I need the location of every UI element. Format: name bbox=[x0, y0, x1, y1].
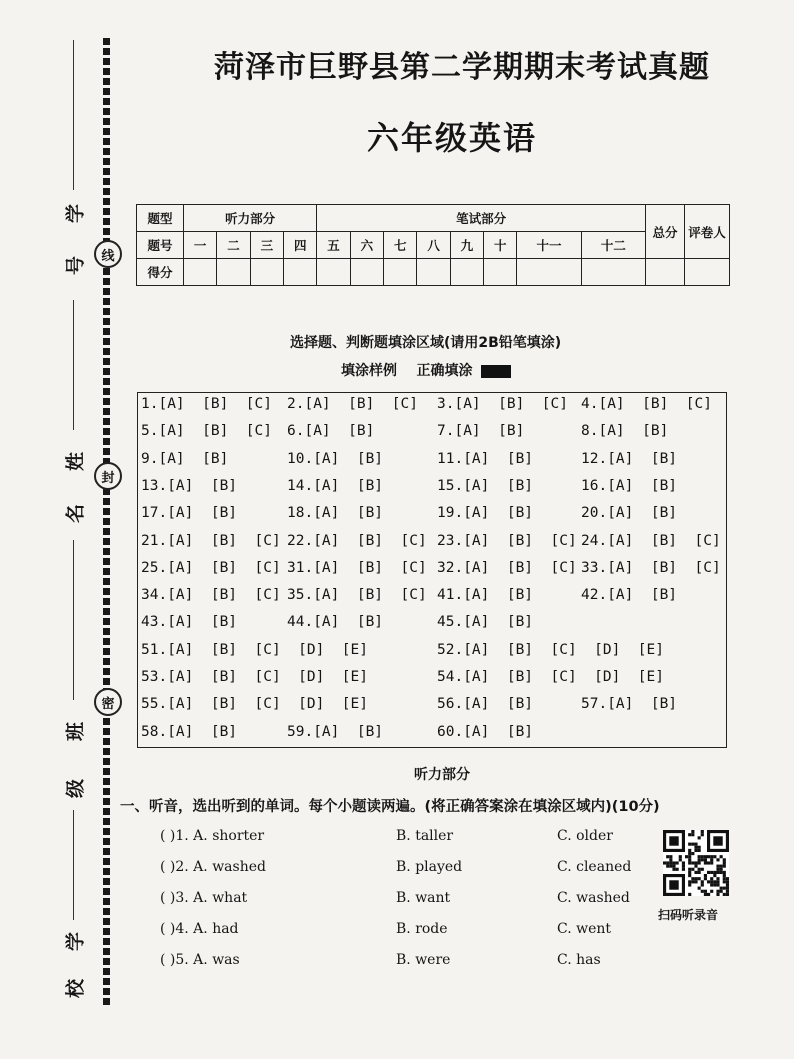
answer-bubble-row[interactable]: 55.[A] [B] [C] [D] [E] bbox=[141, 696, 368, 713]
answer-bubble-row[interactable]: 4.[A] [B] [C] bbox=[581, 396, 712, 412]
cell-number: 三 bbox=[250, 232, 283, 259]
answer-bubble-row[interactable]: 17.[A] [B] bbox=[141, 505, 238, 522]
answer-bubble-row[interactable]: 59.[A] [B] bbox=[287, 723, 384, 740]
answer-bubble-row[interactable]: 3.[A] [B] [C] bbox=[437, 396, 568, 412]
option-b: B. taller bbox=[396, 828, 454, 844]
filled-sample-mark bbox=[481, 365, 511, 378]
answer-bubble-row[interactable]: 12.[A] [B] bbox=[581, 450, 678, 467]
score-cell[interactable] bbox=[350, 259, 383, 286]
field-label-ji: 级 bbox=[64, 779, 87, 799]
question-stem: ( )3. A. what bbox=[160, 890, 248, 906]
score-cell[interactable] bbox=[417, 259, 450, 286]
binding-line bbox=[103, 38, 110, 1006]
section-title: 听力部分 bbox=[414, 767, 470, 783]
answer-bubble-row[interactable]: 18.[A] [B] bbox=[287, 505, 384, 522]
field-label-xing: 姓 bbox=[64, 452, 87, 472]
field-line bbox=[73, 300, 74, 430]
fill-sample bbox=[341, 360, 511, 380]
question-stem: ( )4. A. had bbox=[160, 921, 239, 937]
answer-bubble-row[interactable]: 21.[A] [B] [C] bbox=[141, 532, 281, 549]
answer-bubble-row[interactable]: 52.[A] [B] [C] [D] [E] bbox=[437, 641, 664, 658]
answer-bubble-row[interactable]: 1.[A] [B] [C] bbox=[141, 396, 272, 412]
field-label-hao: 号 bbox=[64, 256, 87, 276]
field-label-ban: 班 bbox=[64, 722, 87, 742]
answer-bubble-row[interactable]: 5.[A] [B] [C] bbox=[141, 423, 272, 440]
cell-number: 九 bbox=[450, 232, 483, 259]
answer-bubble-row[interactable]: 7.[A] [B] bbox=[437, 423, 525, 440]
answer-bubble-row[interactable]: 56.[A] [B] bbox=[437, 696, 534, 713]
option-c: C. went bbox=[557, 921, 612, 937]
binding-mark-mi: 密 bbox=[94, 688, 122, 716]
answer-bubble-row[interactable]: 31.[A] [B] [C] bbox=[287, 559, 427, 576]
question-stem: ( )2. A. washed bbox=[160, 859, 266, 875]
question-stem: ( )1. A. shorter bbox=[160, 828, 265, 844]
answer-bubble-row[interactable]: 43.[A] [B] bbox=[141, 614, 238, 631]
cell-number: 六 bbox=[350, 232, 383, 259]
option-b: B. played bbox=[396, 859, 463, 875]
fill-area-title: 选择题、判断题填涂区域(请用2B铅笔填涂) bbox=[290, 335, 562, 351]
answer-bubble-row[interactable]: 51.[A] [B] [C] [D] [E] bbox=[141, 641, 368, 658]
option-b: B. want bbox=[396, 890, 451, 906]
cell-number: 四 bbox=[284, 232, 317, 259]
cell-number: 一 bbox=[184, 232, 217, 259]
answer-bubble-row[interactable]: 11.[A] [B] bbox=[437, 450, 534, 467]
cell-number: 五 bbox=[317, 232, 350, 259]
score-cell[interactable] bbox=[217, 259, 250, 286]
cell-written: 笔试部分 bbox=[317, 205, 646, 232]
answer-bubble-row[interactable]: 9.[A] [B] bbox=[141, 450, 229, 467]
answer-bubble-row[interactable]: 22.[A] [B] [C] bbox=[287, 532, 427, 549]
score-cell[interactable] bbox=[484, 259, 517, 286]
score-cell-grader[interactable] bbox=[685, 259, 730, 286]
cell-number: 十二 bbox=[581, 232, 645, 259]
field-line bbox=[73, 810, 74, 920]
score-cell[interactable] bbox=[450, 259, 483, 286]
option-b: B. rode bbox=[396, 921, 448, 937]
field-label-xue: 学 bbox=[64, 204, 87, 224]
option-c: C. older bbox=[557, 828, 613, 844]
answer-bubble-row[interactable]: 60.[A] [B] bbox=[437, 723, 534, 740]
answer-bubble-row[interactable]: 20.[A] [B] bbox=[581, 505, 678, 522]
answer-bubble-row[interactable]: 54.[A] [B] [C] [D] [E] bbox=[437, 669, 664, 685]
field-line bbox=[73, 540, 74, 700]
cell-number: 二 bbox=[217, 232, 250, 259]
answer-bubble-row[interactable]: 13.[A] [B] bbox=[141, 477, 238, 494]
answer-bubble-row[interactable]: 42.[A] [B] bbox=[581, 587, 678, 604]
answer-bubble-row[interactable]: 33.[A] [B] [C] bbox=[581, 559, 721, 576]
answer-bubble-row[interactable]: 34.[A] [B] [C] bbox=[141, 587, 281, 604]
field-label-ming: 名 bbox=[64, 504, 87, 524]
cell-total: 总分 bbox=[646, 205, 685, 259]
option-c: C. washed bbox=[557, 890, 630, 906]
cell-number: 八 bbox=[417, 232, 450, 259]
answer-bubble-row[interactable]: 41.[A] [B] bbox=[437, 587, 534, 604]
answer-bubble-row[interactable]: 16.[A] [B] bbox=[581, 477, 678, 494]
score-cell[interactable] bbox=[284, 259, 317, 286]
sample-label: 填涂样例 bbox=[341, 363, 397, 379]
field-label-xiao: 校 bbox=[64, 979, 87, 999]
score-table bbox=[136, 204, 730, 286]
answer-bubble-row[interactable]: 23.[A] [B] [C] bbox=[437, 532, 577, 549]
answer-bubble-row[interactable]: 8.[A] [B] bbox=[581, 423, 669, 440]
page-title: 菏泽市巨野县第二学期期末考试真题 bbox=[214, 50, 710, 85]
qr-code-icon[interactable] bbox=[663, 830, 729, 896]
score-cell[interactable] bbox=[250, 259, 283, 286]
score-cell[interactable] bbox=[184, 259, 217, 286]
answer-bubble-row[interactable]: 19.[A] [B] bbox=[437, 505, 534, 522]
binding-mark-feng: 封 bbox=[94, 462, 122, 490]
listening-instruction: 一、听音，选出听到的单词。每个小题读两遍。(将正确答案涂在填涂区域内)(10分) bbox=[120, 799, 660, 815]
correct-label: 正确填涂 bbox=[416, 363, 473, 379]
answer-fill-area bbox=[137, 392, 727, 748]
answer-bubble-row[interactable]: 45.[A] [B] bbox=[437, 614, 534, 631]
option-b: B. were bbox=[396, 952, 451, 968]
answer-bubble-row[interactable]: 57.[A] [B] bbox=[581, 696, 678, 713]
cell-number: 十 bbox=[484, 232, 517, 259]
question-stem: ( )5. A. was bbox=[160, 952, 240, 968]
answer-bubble-row[interactable]: 14.[A] [B] bbox=[287, 477, 384, 494]
score-cell[interactable] bbox=[581, 259, 645, 286]
answer-bubble-row[interactable]: 35.[A] [B] [C] bbox=[287, 587, 427, 604]
field-label-xue2: 学 bbox=[64, 932, 87, 952]
cell-number: 十一 bbox=[517, 232, 581, 259]
answer-bubble-row[interactable]: 44.[A] [B] bbox=[287, 614, 384, 631]
answer-bubble-row[interactable]: 10.[A] [B] bbox=[287, 450, 384, 467]
answer-bubble-row[interactable]: 24.[A] [B] [C] bbox=[581, 532, 721, 549]
cell-score-label: 得分 bbox=[137, 259, 184, 286]
answer-bubble-row[interactable]: 15.[A] [B] bbox=[437, 477, 534, 494]
option-c: C. has bbox=[557, 952, 601, 968]
page-subtitle: 六年级英语 bbox=[366, 119, 537, 157]
binding-mark-xian: 线 bbox=[94, 240, 122, 268]
answer-bubble-row[interactable]: 32.[A] [B] [C] bbox=[437, 559, 577, 576]
score-cell[interactable] bbox=[317, 259, 350, 286]
answer-bubble-row[interactable]: 25.[A] [B] [C] bbox=[141, 559, 281, 576]
cell-listening: 听力部分 bbox=[184, 205, 317, 232]
cell-number: 七 bbox=[384, 232, 417, 259]
score-cell[interactable] bbox=[517, 259, 581, 286]
answer-bubble-row[interactable]: 53.[A] [B] [C] [D] [E] bbox=[141, 669, 368, 685]
answer-bubble-row[interactable]: 6.[A] [B] bbox=[287, 423, 375, 440]
answer-bubble-row[interactable]: 58.[A] [B] bbox=[141, 723, 238, 740]
cell-number-label: 题号 bbox=[137, 232, 184, 259]
option-c: C. cleaned bbox=[557, 859, 632, 875]
score-cell[interactable] bbox=[384, 259, 417, 286]
score-cell-total[interactable] bbox=[646, 259, 685, 286]
answer-bubble-row[interactable]: 2.[A] [B] [C] bbox=[287, 396, 418, 412]
cell-grader: 评卷人 bbox=[685, 205, 730, 259]
qr-caption: 扫码听录音 bbox=[658, 908, 719, 922]
cell-type-label: 题型 bbox=[137, 205, 184, 232]
